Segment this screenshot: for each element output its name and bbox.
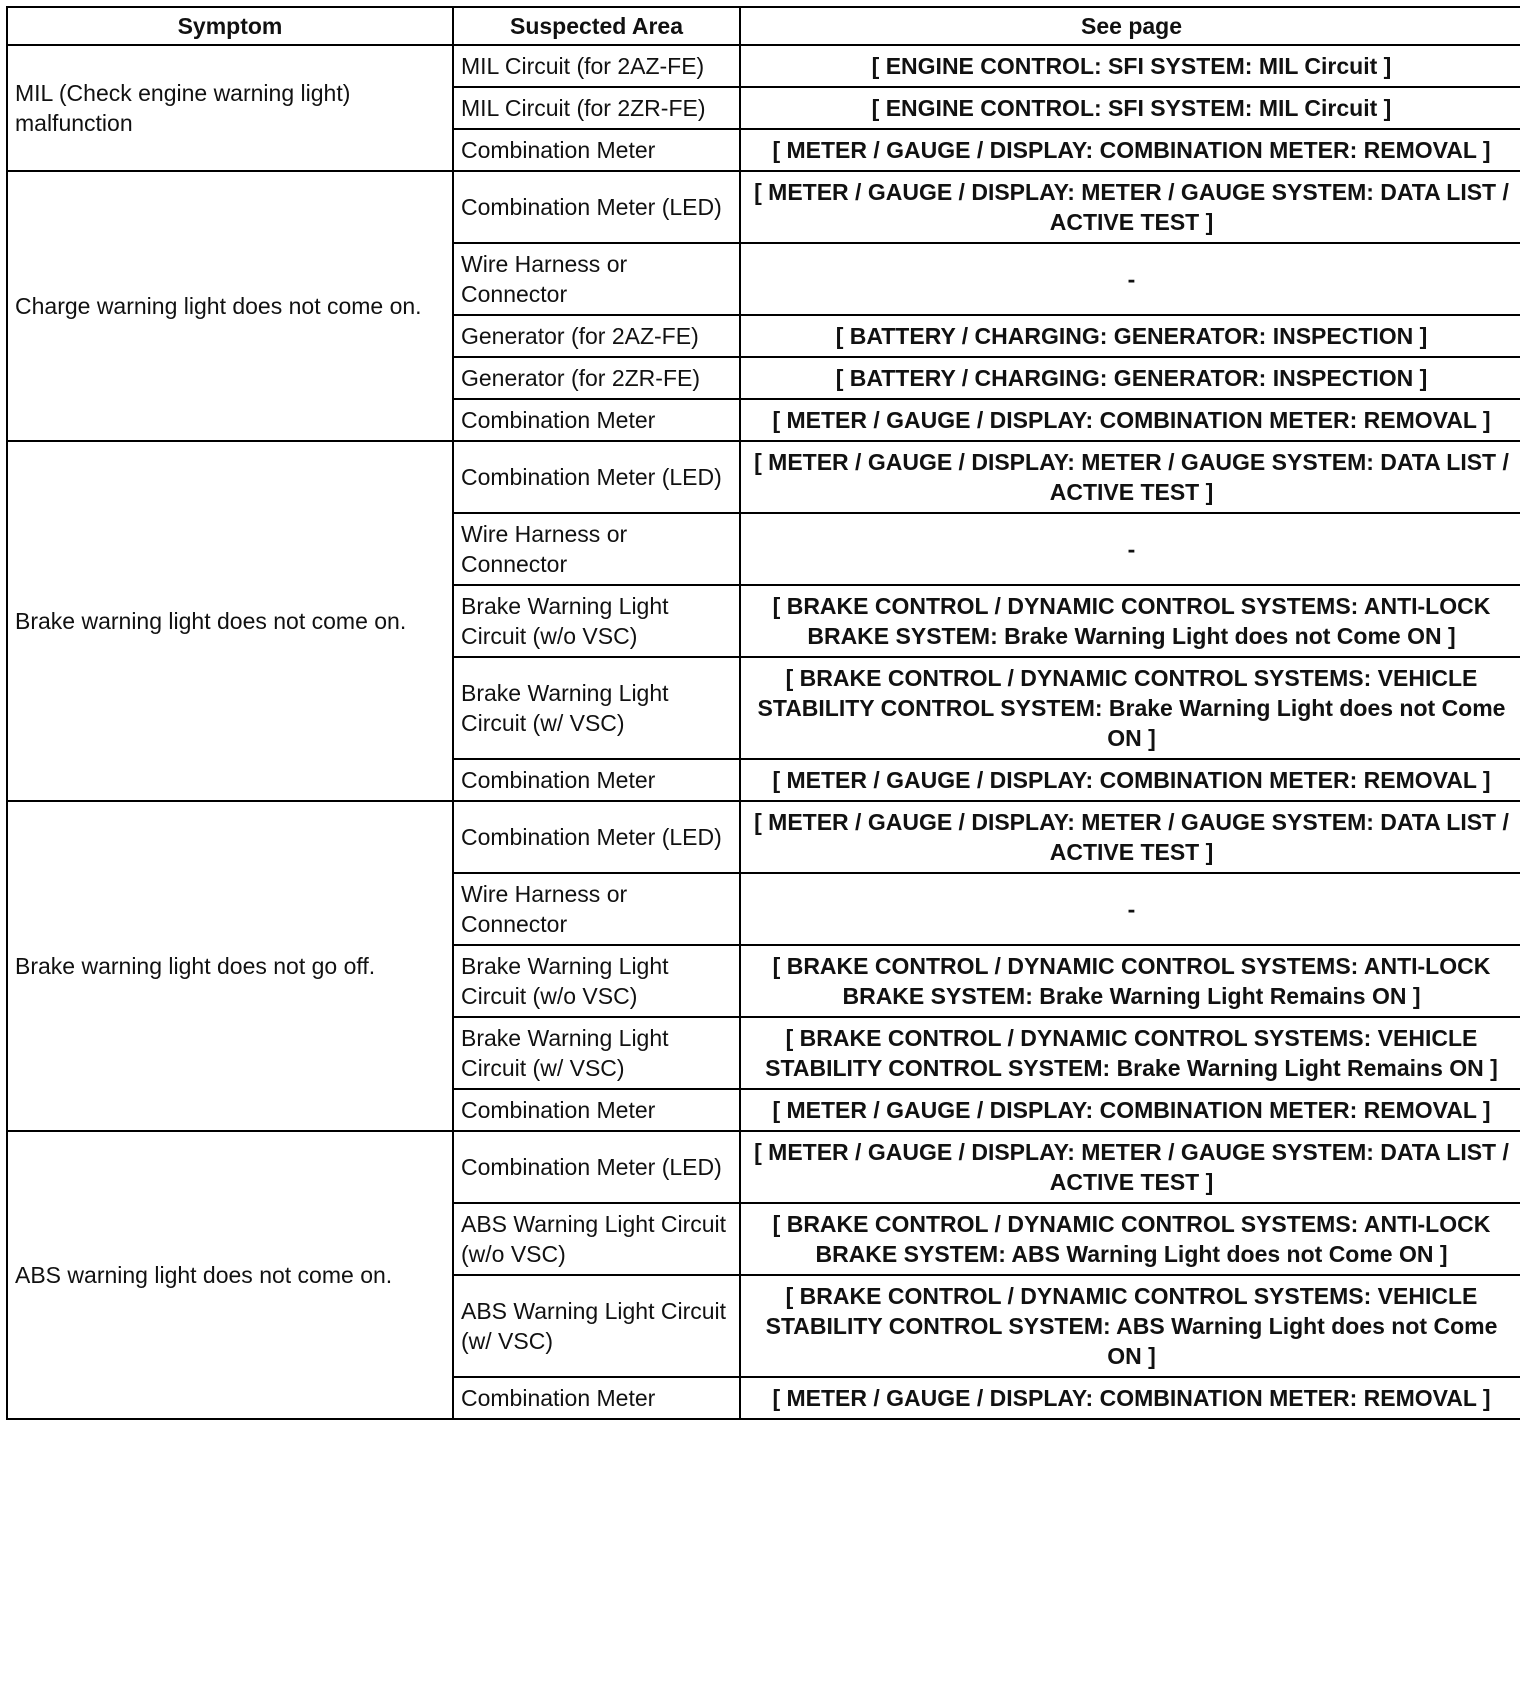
see-page-cell: [ METER / GAUGE / DISPLAY: METER / GAUGE SYSTEM: DATA LIST / ACTIVE TEST ] <box>740 1131 1520 1203</box>
suspected-area-cell: Generator (for 2ZR-FE) <box>453 357 740 399</box>
suspected-area-cell: Generator (for 2AZ-FE) <box>453 315 740 357</box>
see-page-cell: [ BRAKE CONTROL / DYNAMIC CONTROL SYSTEMS: VEHICLE STABILITY CONTROL SYSTEM: Brake Warning Light does not Come ON ] <box>740 657 1520 759</box>
see-page-cell: [ BATTERY / CHARGING: GENERATOR: INSPECTION ] <box>740 315 1520 357</box>
see-page-cell: [ METER / GAUGE / DISPLAY: COMBINATION METER: REMOVAL ] <box>740 1089 1520 1131</box>
suspected-area-cell: Combination Meter <box>453 759 740 801</box>
header-row <box>7 7 1520 45</box>
suspected-area-cell: MIL Circuit (for 2ZR-FE) <box>453 87 740 129</box>
suspected-area-cell: ABS Warning Light Circuit (w/ VSC) <box>453 1275 740 1377</box>
see-page-cell: [ METER / GAUGE / DISPLAY: METER / GAUGE SYSTEM: DATA LIST / ACTIVE TEST ] <box>740 801 1520 873</box>
symptom-cell: MIL (Check engine warning light) malfunction <box>7 45 453 171</box>
suspected-area-cell: Combination Meter <box>453 1089 740 1131</box>
suspected-area-cell: ABS Warning Light Circuit (w/o VSC) <box>453 1203 740 1275</box>
suspected-area-cell: MIL Circuit (for 2AZ-FE) <box>453 45 740 87</box>
see-page-cell: [ METER / GAUGE / DISPLAY: COMBINATION METER: REMOVAL ] <box>740 1377 1520 1419</box>
suspected-area-cell: Combination Meter (LED) <box>453 171 740 243</box>
see-page-cell: [ ENGINE CONTROL: SFI SYSTEM: MIL Circuit ] <box>740 45 1520 87</box>
symptom-cell: ABS warning light does not come on. <box>7 1131 453 1419</box>
see-page-cell: [ BRAKE CONTROL / DYNAMIC CONTROL SYSTEMS: ANTI-LOCK BRAKE SYSTEM: Brake Warning Light does not Come ON ] <box>740 585 1520 657</box>
suspected-area-cell: Combination Meter (LED) <box>453 441 740 513</box>
suspected-area-cell: Combination Meter <box>453 399 740 441</box>
symptom-cell: Brake warning light does not come on. <box>7 441 453 801</box>
see-page-cell: [ BATTERY / CHARGING: GENERATOR: INSPECTION ] <box>740 357 1520 399</box>
suspected-area-cell: Brake Warning Light Circuit (w/o VSC) <box>453 945 740 1017</box>
see-page-cell: [ BRAKE CONTROL / DYNAMIC CONTROL SYSTEMS: VEHICLE STABILITY CONTROL SYSTEM: Brake Warning Light Remains ON ] <box>740 1017 1520 1089</box>
suspected-area-cell: Brake Warning Light Circuit (w/o VSC) <box>453 585 740 657</box>
see-page-cell: [ BRAKE CONTROL / DYNAMIC CONTROL SYSTEMS: ANTI-LOCK BRAKE SYSTEM: ABS Warning Light does not Come ON ] <box>740 1203 1520 1275</box>
see-page-cell: [ ENGINE CONTROL: SFI SYSTEM: MIL Circuit ] <box>740 87 1520 129</box>
see-page-cell: [ METER / GAUGE / DISPLAY: COMBINATION METER: REMOVAL ] <box>740 129 1520 171</box>
symptom-cell: Brake warning light does not go off. <box>7 801 453 1131</box>
suspected-area-cell: Combination Meter <box>453 129 740 171</box>
header-symptom: Symptom <box>7 7 453 45</box>
header-see-page: See page <box>740 7 1520 45</box>
see-page-cell: [ BRAKE CONTROL / DYNAMIC CONTROL SYSTEMS: ANTI-LOCK BRAKE SYSTEM: Brake Warning Light Remains ON ] <box>740 945 1520 1017</box>
symptom-table <box>6 6 1520 1420</box>
suspected-area-cell: Brake Warning Light Circuit (w/ VSC) <box>453 1017 740 1089</box>
table-row <box>7 45 1520 87</box>
symptom-cell: Charge warning light does not come on. <box>7 171 453 441</box>
see-page-cell: [ METER / GAUGE / DISPLAY: METER / GAUGE SYSTEM: DATA LIST / ACTIVE TEST ] <box>740 441 1520 513</box>
see-page-cell: - <box>740 873 1520 945</box>
suspected-area-cell: Combination Meter (LED) <box>453 1131 740 1203</box>
suspected-area-cell: Wire Harness or Connector <box>453 513 740 585</box>
table-row <box>7 1131 1520 1203</box>
table-row <box>7 171 1520 243</box>
table-body <box>7 45 1520 1419</box>
table-row <box>7 441 1520 513</box>
see-page-cell: [ METER / GAUGE / DISPLAY: COMBINATION METER: REMOVAL ] <box>740 399 1520 441</box>
see-page-cell: - <box>740 243 1520 315</box>
suspected-area-cell: Wire Harness or Connector <box>453 243 740 315</box>
see-page-cell: [ METER / GAUGE / DISPLAY: METER / GAUGE SYSTEM: DATA LIST / ACTIVE TEST ] <box>740 171 1520 243</box>
see-page-cell: [ BRAKE CONTROL / DYNAMIC CONTROL SYSTEMS: VEHICLE STABILITY CONTROL SYSTEM: ABS Warning Light does not Come ON ] <box>740 1275 1520 1377</box>
see-page-cell: [ METER / GAUGE / DISPLAY: COMBINATION METER: REMOVAL ] <box>740 759 1520 801</box>
suspected-area-cell: Combination Meter <box>453 1377 740 1419</box>
suspected-area-cell: Brake Warning Light Circuit (w/ VSC) <box>453 657 740 759</box>
table-row <box>7 801 1520 873</box>
suspected-area-cell: Combination Meter (LED) <box>453 801 740 873</box>
see-page-cell: - <box>740 513 1520 585</box>
suspected-area-cell: Wire Harness or Connector <box>453 873 740 945</box>
header-suspected-area: Suspected Area <box>453 7 740 45</box>
